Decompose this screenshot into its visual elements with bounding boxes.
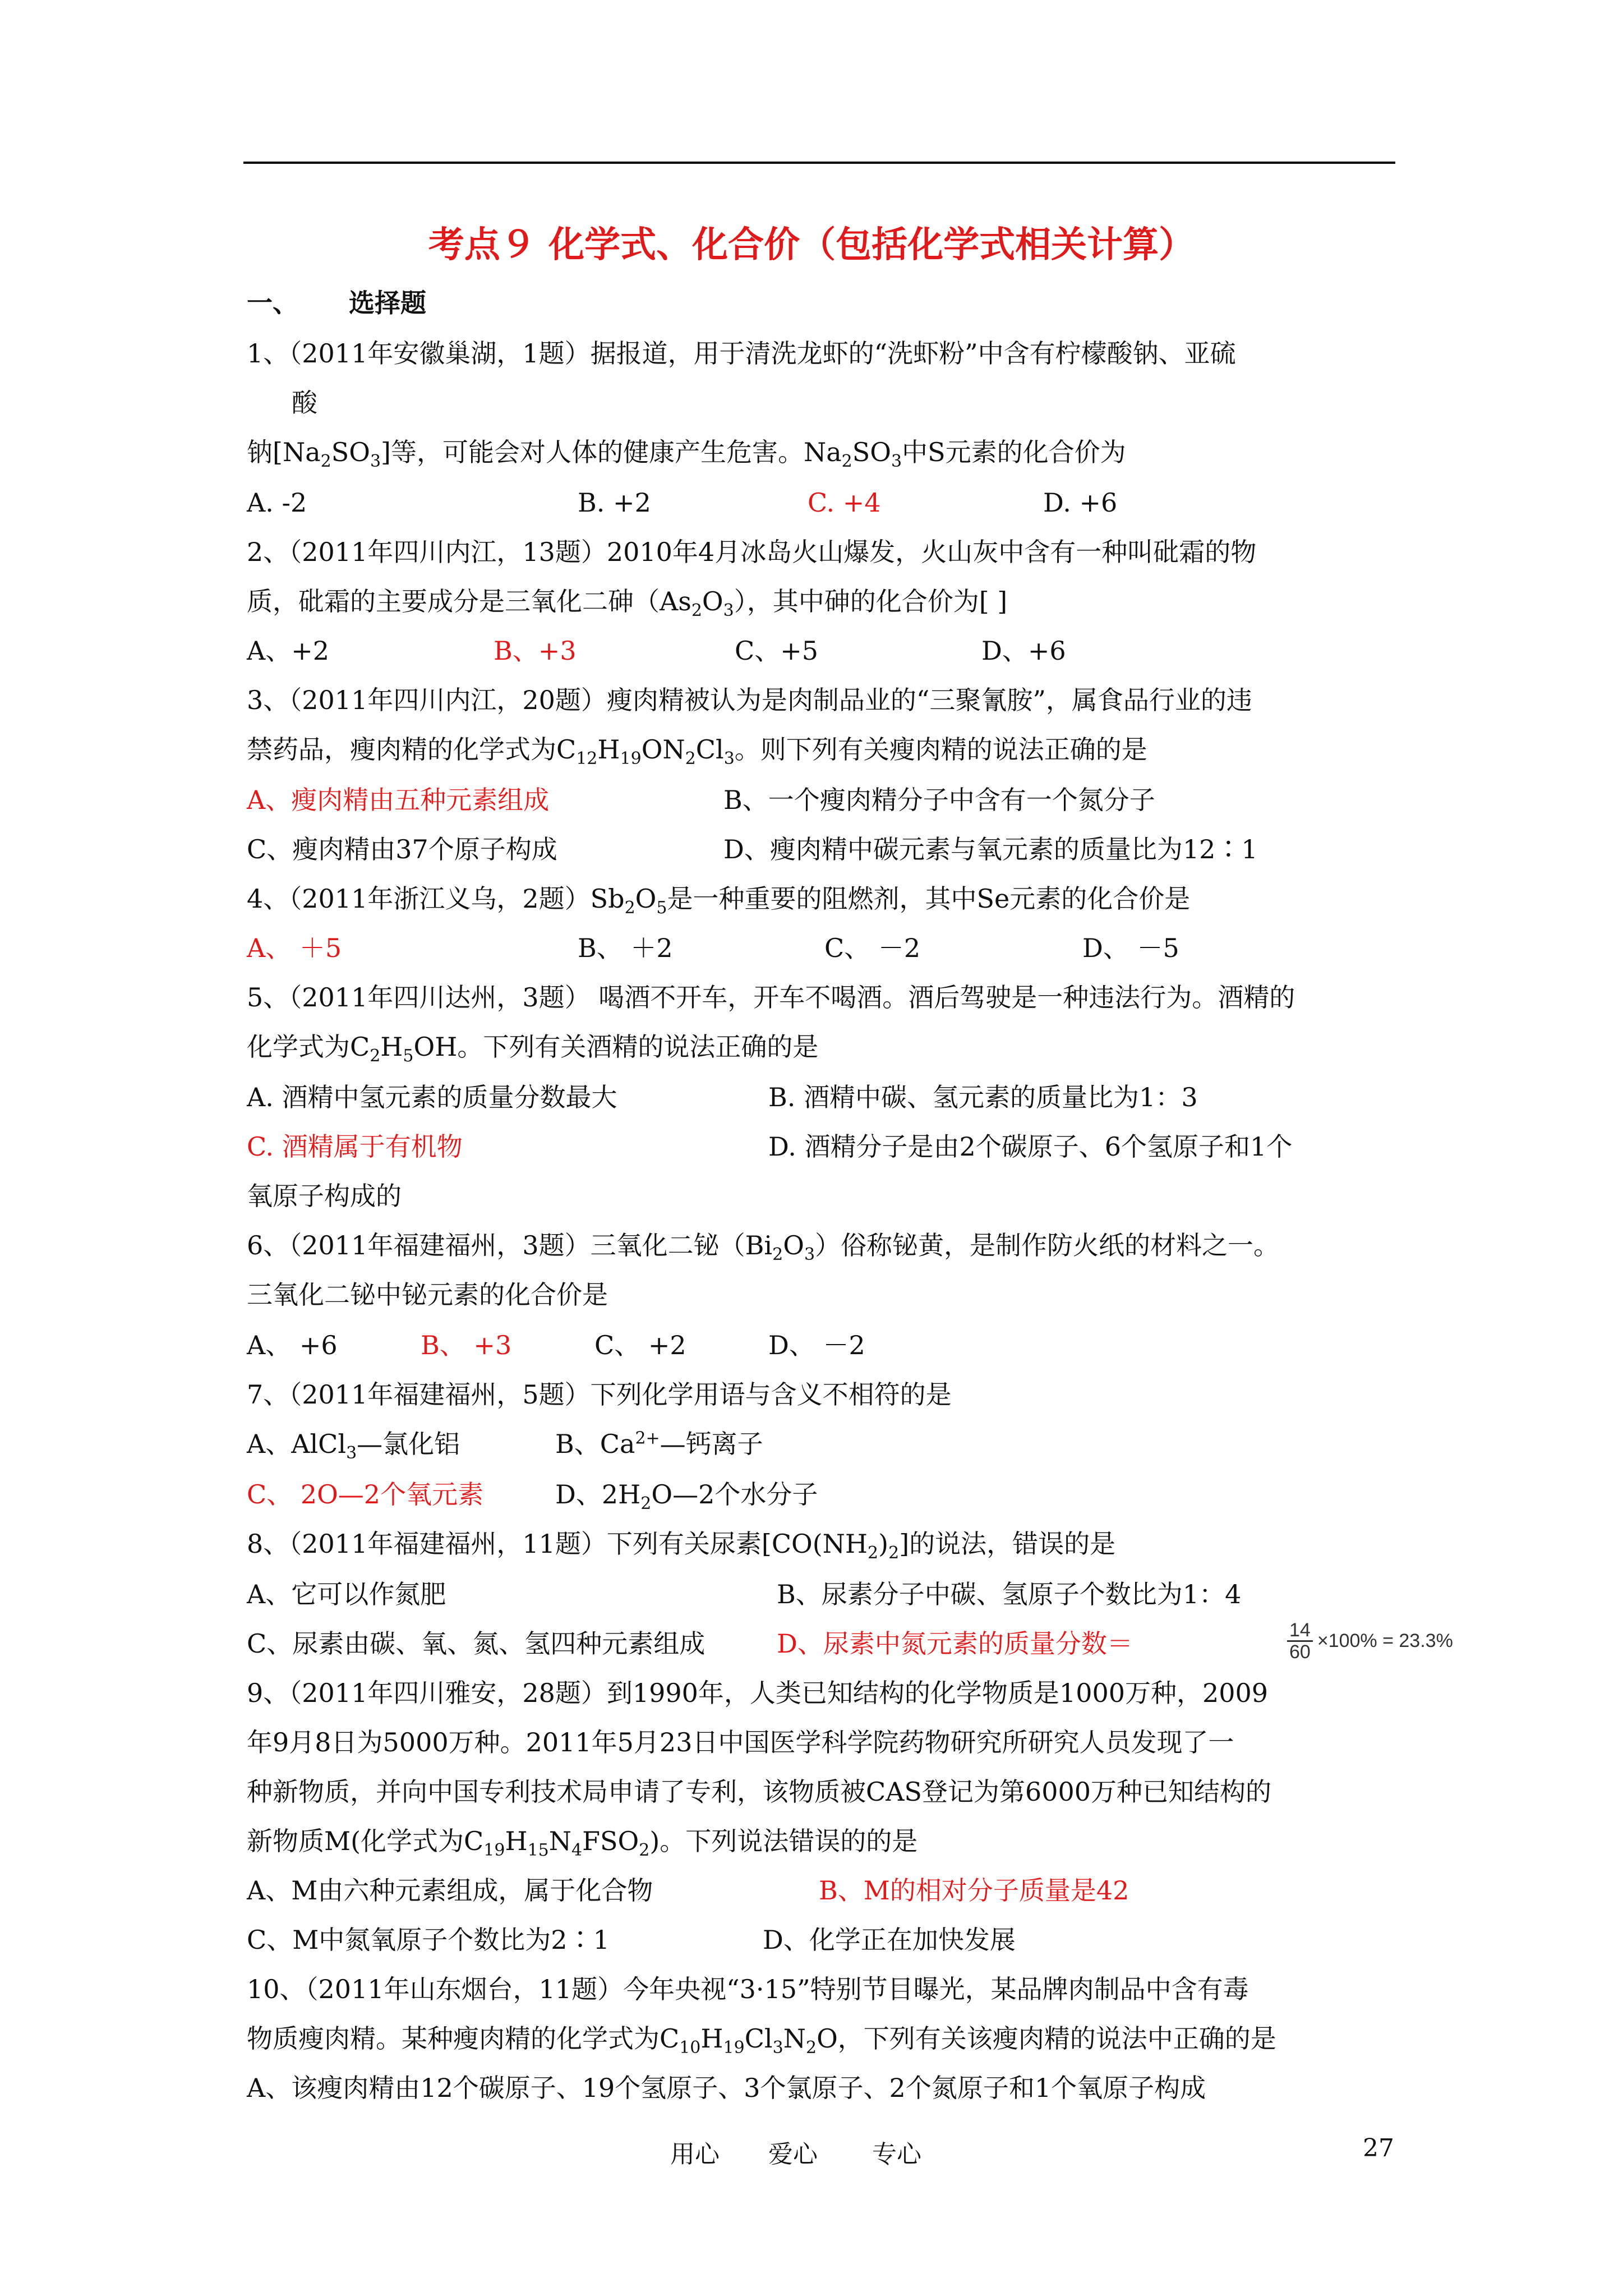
q7-option-d: D、$2H_2O—2$个水分子: [555, 1479, 818, 1514]
q3-option-d: D、瘦肉精中碳元素与氧元素的质量比为12∶1: [723, 834, 1258, 864]
q7-option-b: B、$Ca^{2+}—$钙离子: [555, 1428, 763, 1459]
q1-stem-2: 酸: [292, 388, 317, 418]
q3-option-a: A、瘦肉精由五种元素组成: [247, 785, 550, 815]
q8-option-b: B、尿素分子中碳、氢原子个数比为1：4: [777, 1579, 1242, 1609]
section-label: 选择题: [349, 288, 426, 318]
q6-option-b: B、 +3: [421, 1330, 512, 1360]
footer-text-3: 专心: [872, 2140, 921, 2169]
q5-stem-2: 化学式为$C_2H_5OH$。下列有关酒精的说法正确的是: [247, 1032, 819, 1066]
footer-text-2: 爱心: [768, 2140, 818, 2169]
q9-stem-4: 新物质M(化学式为$C_{19}H_{15}N_4FSO_2$)。下列说法错误的的是: [247, 1826, 918, 1861]
q8-stem: 8、（2011年福建福州，11题）下列有关尿素$[CO(NH_2)_2]$的说法，错误的是: [247, 1529, 1116, 1563]
q1-stem-3: 钠$[Na_2SO_3]$等，可能会对人体的健康产生危害。$Na_2SO_3$中S元素的化合价为: [247, 437, 1126, 472]
q8-formula-image: [1287, 1620, 1453, 1662]
q6-option-d: D、 －2: [768, 1330, 865, 1360]
q9-option-b: B、M的相对分子质量是42: [819, 1875, 1129, 1906]
q4-option-a: A、 ＋5: [247, 933, 342, 963]
q3-stem-1: 3、（2011年四川内江，20题）瘦肉精被认为是肉制品业的“三聚氰胺”，属食品行业的违: [247, 685, 1252, 715]
q7-option-c: C、 2O—2个氧元素: [247, 1479, 484, 1510]
q1-option-b: B. +2: [578, 487, 651, 518]
q9-stem-2: 年9月8日为5000万种。2011年5月23日中国医学科学院药物研究所研究人员发现了一: [247, 1727, 1234, 1757]
section-heading: [247, 286, 426, 320]
q9-option-c: C、M中氮氧原子个数比为2∶1: [247, 1925, 610, 1955]
fraction-denominator: 60: [1289, 1641, 1311, 1663]
q1-stem-1: 1、（2011年安徽巢湖，1题）据报道，用于清洗龙虾的“洗虾粉”中含有柠檬酸钠、亚硫: [247, 338, 1236, 369]
q7-option-a: A、AlCl$_3$—氯化铝: [247, 1429, 460, 1464]
fraction-result: ×100% = 23.3%: [1317, 1630, 1453, 1651]
q9-option-a: A、M由六种元素组成，属于化合物: [247, 1875, 653, 1906]
page-title: 考点９ 化学式、化合价（包括化学式相关计算）: [428, 224, 1195, 266]
q9-stem-1: 9、（2011年四川雅安，28题）到1990年，人类已知结构的化学物质是1000万种，2009: [247, 1678, 1269, 1708]
q4-stem: 4、（2011年浙江义乌，2题）$Sb_2O_5$是一种重要的阻燃剂，其中Se元素的化合价是: [247, 884, 1191, 918]
q2-stem-1: 2、（2011年四川内江，13题）2010年4月冰岛火山爆发，火山灰中含有一种叫砒霜的物: [247, 537, 1257, 567]
q2-stem-2: 质，砒霜的主要成分是三氧化二砷$(As_2O_3)$，其中砷的化合价为[ ]: [247, 586, 1008, 621]
header-rule: [243, 162, 1395, 164]
q6-option-c: C、 +2: [594, 1330, 686, 1360]
section-number: 一、: [247, 288, 298, 318]
q5-option-b: B. 酒精中碳、氢元素的质量比为1：3: [768, 1082, 1198, 1112]
q7-stem: 7、（2011年福建福州，5题）下列化学用语与含义不相符的是: [247, 1379, 952, 1410]
q5-option-d: D. 酒精分子是由2个碳原子、6个氢原子和1个: [768, 1131, 1293, 1162]
q5-option-d-cont: 氧原子构成的: [247, 1181, 402, 1211]
q6-option-a: A、 +6: [247, 1330, 338, 1360]
q4-option-b: B、 ＋2: [578, 933, 673, 963]
q5-stem-1: 5、（2011年四川达州，3题） 喝酒不开车，开车不喝酒。酒后驾驶是一种违法行为。酒精的: [247, 982, 1295, 1013]
q8-option-a: A、它可以作氮肥: [247, 1579, 446, 1609]
q2-option-c: C、+5: [735, 636, 819, 666]
q6-stem-1: 6、（2011年福建福州，3题）三氧化二铋$(Bi_2O_3)$俗称铋黄，是制作防火纸的材料之一。: [247, 1230, 1280, 1265]
q10-option-a: A、该瘦肉精由12个碳原子、19个氢原子、3个氯原子、2个氮原子和1个氧原子构成: [247, 2073, 1206, 2103]
q2-option-a: A、+2: [247, 636, 330, 666]
q9-option-d: D、化学正在加快发展: [763, 1925, 1016, 1955]
q3-stem-2: 禁药品，瘦肉精的化学式为$C_{12}H_{19}ON_2Cl_3$。则下列有关瘦肉精的说法正确的是: [247, 734, 1147, 769]
q10-stem-2: 物质瘦肉精。某种瘦肉精的化学式为$C_{10}H_{19}Cl_3N_2O$，下列有关该瘦肉精的说法中正确的是: [247, 2023, 1276, 2058]
q4-option-c: C、 －2: [824, 933, 921, 963]
footer-text-1: 用心: [670, 2140, 720, 2169]
q2-option-b: B、+3: [494, 636, 577, 666]
q6-stem-2: 三氧化二铋中铋元素的化合价是: [247, 1280, 608, 1310]
q1-option-c: C. +4: [808, 487, 881, 518]
q8-option-c: C、尿素由碳、氧、氮、氢四种元素组成: [247, 1628, 706, 1659]
q9-stem-3: 种新物质，并向中国专利技术局申请了专利，该物质被CAS登记为第6000万种已知结构的: [247, 1777, 1271, 1807]
page-number: 27: [1363, 2134, 1394, 2162]
fraction-numerator: 14: [1287, 1620, 1313, 1642]
q8-option-d: D、尿素中氮元素的质量分数＝: [777, 1628, 1133, 1659]
q5-option-c: C. 酒精属于有机物: [247, 1131, 463, 1162]
q3-option-c: C、瘦肉精由37个原子构成: [247, 834, 557, 864]
q3-option-b: B、一个瘦肉精分子中含有一个氮分子: [723, 785, 1155, 815]
q1-option-a: A. -2: [247, 487, 307, 518]
q4-option-d: D、 －5: [1082, 933, 1179, 963]
q1-option-d: D. +6: [1043, 487, 1118, 518]
q10-stem-1: 10、（2011年山东烟台，11题）今年央视“3·15”特别节目曝光，某品牌肉制品中含有毒: [247, 1974, 1249, 2004]
q5-option-a: A. 酒精中氢元素的质量分数最大: [247, 1082, 617, 1112]
q2-option-d: D、+6: [981, 636, 1066, 666]
